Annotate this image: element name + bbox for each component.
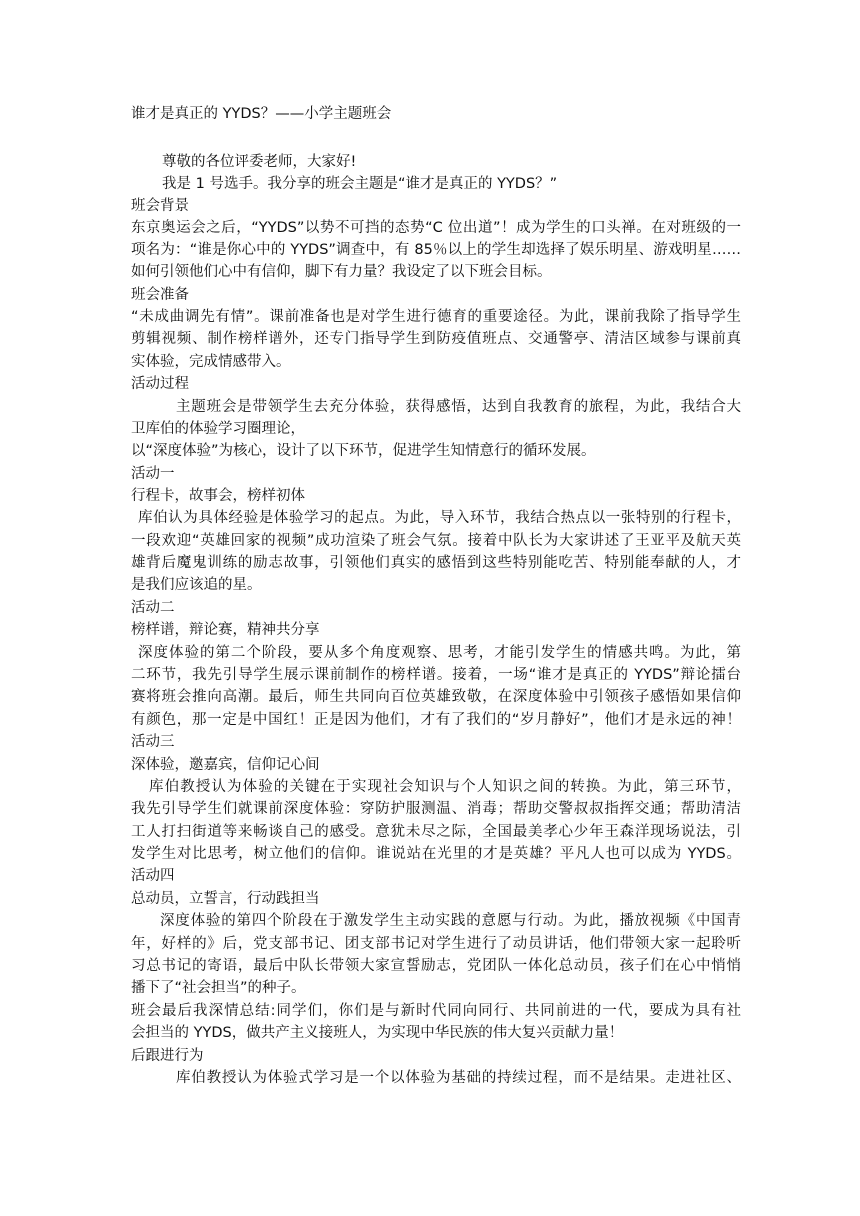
paragraph-line: 以“深度体验”为核心，设计了以下环节，促进学生知情意行的循环发展。	[131, 443, 596, 459]
paragraph-line: 库伯认为具体经验是体验学习的起点。为此，导入环节，我结合热点以一张特别的行程卡，	[138, 510, 741, 526]
heading-process: 活动过程	[131, 376, 189, 392]
paragraph-line: 一段欢迎“英雄回家的视频”成功渲染了班会气氛。接着中队长为大家讲述了王亚平及航天英	[131, 533, 741, 549]
subtitle-activity-3: 深体验，邀嘉宾，信仰记心间	[131, 757, 320, 773]
paragraph-line: 习总书记的寄语，最后中队长带领大家宣誓励志，党团队一体化总动员，孩子们在心中悄悄	[131, 958, 741, 974]
heading-activity-2: 活动二	[131, 600, 175, 616]
paragraph-line: 雄背后魔鬼训练的励志故事，引领他们真实的感悟到这些特别能吃苦、特别能奉献的人，才	[131, 555, 741, 571]
subtitle-activity-4: 总动员，立誓言，行动践担当	[131, 891, 320, 907]
paragraph-line: 二环节，我先引导学生展示课前制作的榜样谱。接着，一场“谁才是真正的 YYDS”辩论擂台	[131, 667, 741, 683]
paragraph-line: 库伯教授认为体验的关键在于实现社会知识与个人知识之间的转换。为此，第三环节，	[149, 779, 741, 795]
paragraph-line: 深度体验的第二个阶段，要从多个角度观察、思考，才能引发学生的情感共鸣。为此，第	[138, 645, 741, 661]
paragraph-line: 赛将班会推向高潮。最后，师生共同向百位英雄致敬，在深度体验中引领孩子感悟如果信仰	[131, 689, 741, 705]
paragraph-line: 工人打扫街道等来畅谈自己的感受。意犹未尽之际，全国最美孝心少年王森洋现场说法，引	[131, 824, 741, 840]
paragraph-line: 库伯教授认为体验式学习是一个以体验为基础的持续过程，而不是结果。走进社区、	[176, 1070, 741, 1086]
paragraph-line: 是我们应该追的星。	[131, 577, 262, 593]
paragraph-line: 主题班会是带领学生去充分体验，获得感悟，达到自我教育的旅程，为此，我结合大	[176, 399, 741, 415]
paragraph-line: “未成曲调先有情”。课前准备也是对学生进行德育的重要途径。为此，课前我除了指导学生	[131, 309, 741, 325]
heading-activity-1: 活动一	[131, 466, 175, 482]
heading-preparation: 班会准备	[131, 287, 189, 303]
paragraph-line: 播下了“社会担当”的种子。	[131, 980, 306, 996]
heading-activity-3: 活动三	[131, 734, 175, 750]
paragraph-line: 发学生对比思考，树立他们的信仰。谁说站在光里的才是英雄？平凡人也可以成为 YYDS。	[131, 846, 741, 862]
paragraph-line: 东京奥运会之后，“YYDS”以势不可挡的态势“C 位出道”！成为学生的口头禅。在对班级的一	[131, 220, 741, 236]
greeting: 尊敬的各位评委老师，大家好!	[162, 154, 357, 170]
paragraph-line: 有颜色，那一定是中国红！正是因为他们，才有了我们的“岁月静好”，他们才是永远的神！	[131, 712, 741, 728]
heading-followup: 后跟进行为	[131, 1048, 204, 1064]
paragraph-line: 剪辑视频、制作榜样谱外，还专门指导学生到防疫值班点、交通警亭、清洁区域参与课前真	[131, 331, 741, 347]
paragraph-line: 深度体验的第四个阶段在于激发学生主动实践的意愿与行动。为此，播放视频《中国青	[160, 913, 741, 929]
paragraph-line: 如何引领他们心中有信仰，脚下有力量？我设定了以下班会目标。	[131, 264, 552, 280]
heading-activity-4: 活动四	[131, 868, 175, 884]
paragraph-line: 卫库伯的体验学习圈理论，	[131, 421, 305, 437]
heading-background: 班会背景	[131, 198, 189, 214]
paragraph-line: 实体验，完成情感带入。	[131, 354, 291, 370]
summary-line: 班会最后我深情总结:同学们，你们是与新时代同向同行、共同前进的一代，要成为具有社	[131, 1003, 741, 1019]
paragraph-line: 年，好样的》后，党支部书记、团支部书记对学生进行了动员讲话，他们带领大家一起聆听	[131, 936, 741, 952]
intro: 我是 1 号选手。我分享的班会主题是“谁才是真正的 YYDS？”	[162, 176, 558, 192]
subtitle-activity-1: 行程卡，故事会，榜样初体	[131, 488, 305, 504]
subtitle-activity-2: 榜样谱，辩论赛，精神共分享	[131, 622, 320, 638]
document-title: 谁才是真正的 YYDS？——小学主题班会	[131, 106, 392, 122]
summary-line: 会担当的 YYDS，做共产主义接班人，为实现中华民族的伟大复兴贡献力量！	[131, 1025, 624, 1041]
paragraph-line: 项名为：“谁是你心中的 YYDS”调查中，有 85％以上的学生却选择了娱乐明星、游戏明星……	[131, 242, 741, 258]
paragraph-line: 我先引导学生们就课前深度体验：穿防护服测温、消毒；帮助交警叔叔指挥交通；帮助清洁	[131, 801, 741, 817]
